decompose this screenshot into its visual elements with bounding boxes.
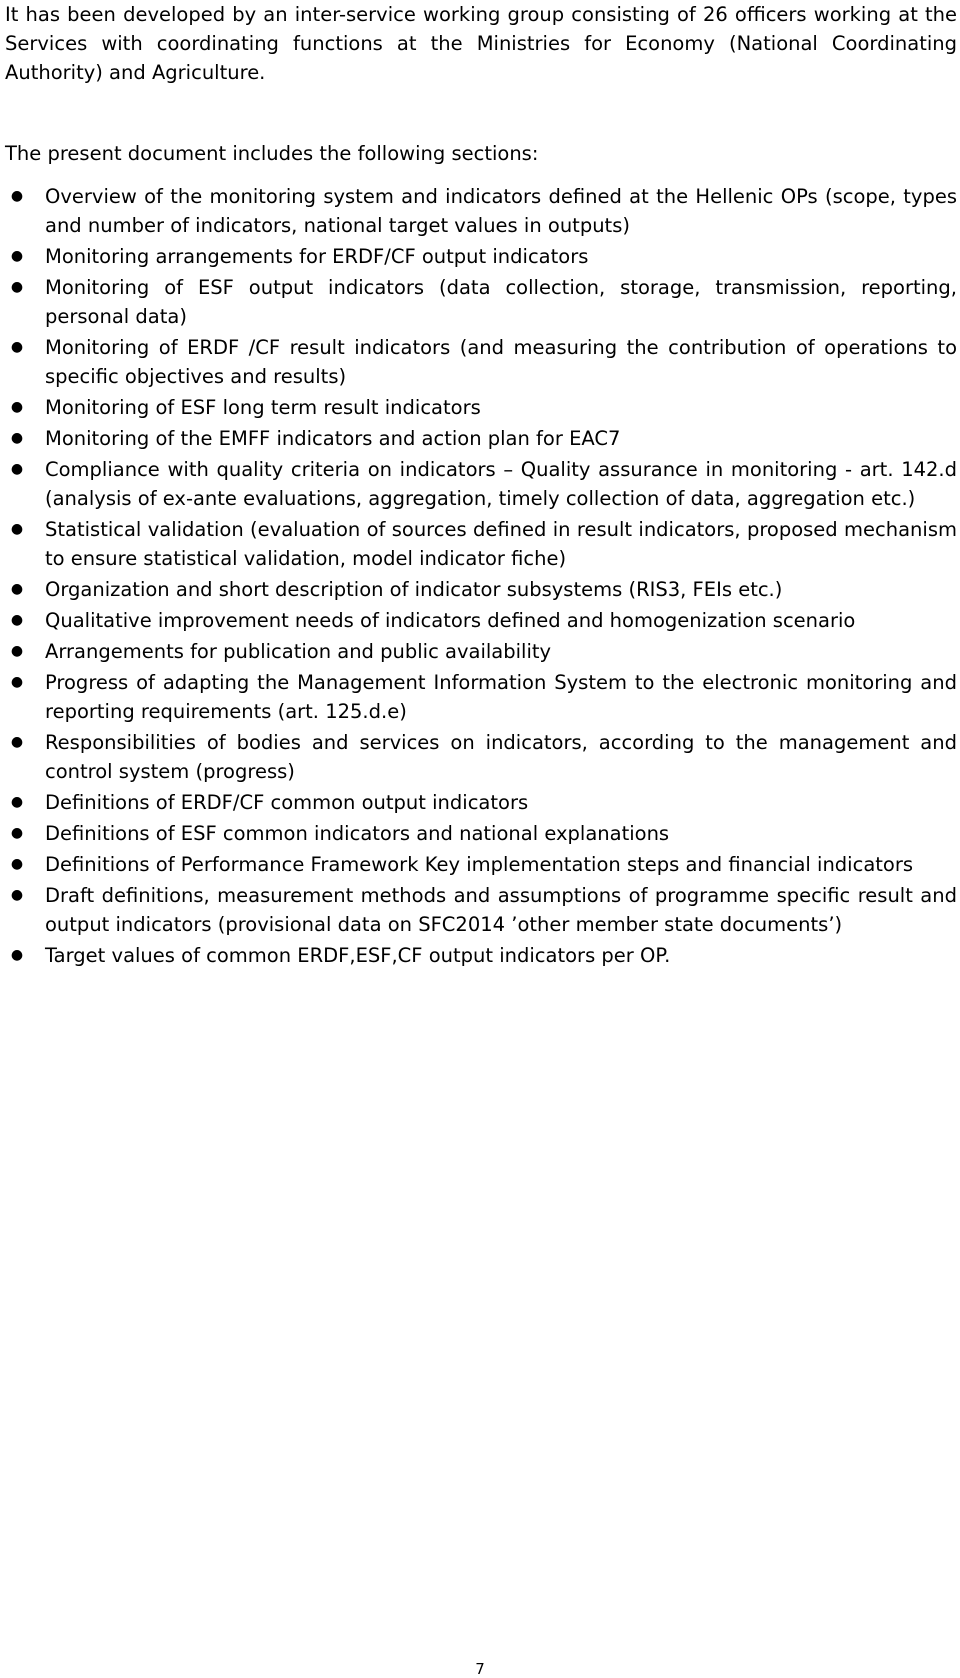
list-item xyxy=(5,182,957,240)
list-item-text: Qualitative improvement needs of indicators defined and homogenization scenario xyxy=(45,609,856,632)
list-item-text: Monitoring of ESF output indicators (data collection, storage, transmission, reporting, personal data) xyxy=(45,276,957,328)
list-item xyxy=(5,850,957,879)
list-item-text: Responsibilities of bodies and services on indicators, according to the management and control system (progress) xyxy=(45,731,957,783)
list-item xyxy=(5,788,957,817)
bullet-icon: ● xyxy=(10,734,24,750)
list-item-text: Arrangements for publication and public availability xyxy=(45,640,552,663)
list-item xyxy=(5,424,957,453)
bullet-icon: ● xyxy=(10,794,24,810)
bullet-icon: ● xyxy=(10,612,24,628)
bullet-icon: ● xyxy=(10,674,24,690)
list-item-text: Progress of adapting the Management Information System to the electronic monitoring and reporting requirements (art. 125.d.e) xyxy=(45,671,957,723)
page-number: 7 xyxy=(475,1660,485,1678)
bullet-icon: ● xyxy=(10,581,24,597)
bullet-icon: ● xyxy=(10,430,24,446)
sections-list xyxy=(5,182,957,970)
list-item xyxy=(5,455,957,513)
bullet-icon: ● xyxy=(10,399,24,415)
list-item-text: Draft definitions, measurement methods and assumptions of programme specific result and output indicators (provisional data on SFC2014 ’other member state documents’) xyxy=(45,884,957,936)
list-item-text: Statistical validation (evaluation of sources defined in result indicators, proposed mechanism to ensure statistical validation, model indicator fiche) xyxy=(45,518,957,570)
list-item-text: Monitoring of ESF long term result indicators xyxy=(45,396,481,419)
list-item-text: Definitions of Performance Framework Key implementation steps and financial indicators xyxy=(45,853,914,876)
list-item xyxy=(5,515,957,573)
list-item-text: Compliance with quality criteria on indicators – Quality assurance in monitoring - art. 142.d (analysis of ex-ante evaluations, aggregation, timely collection of data, aggregation etc.) xyxy=(45,458,957,510)
bullet-icon: ● xyxy=(10,825,24,841)
bullet-icon: ● xyxy=(10,887,24,903)
bullet-icon: ● xyxy=(10,521,24,537)
list-item xyxy=(5,668,957,726)
bullet-icon: ● xyxy=(10,643,24,659)
list-item xyxy=(5,728,957,786)
list-item-text: Overview of the monitoring system and indicators defined at the Hellenic OPs (scope, types and number of indicators, national target values in outputs) xyxy=(45,185,957,237)
sections-lead: The present document includes the following sections: xyxy=(5,142,539,165)
list-item-text: Definitions of ERDF/CF common output indicators xyxy=(45,791,529,814)
bullet-icon: ● xyxy=(10,279,24,295)
list-item xyxy=(5,333,957,391)
list-item-text: Organization and short description of indicator subsystems (RIS3, FEIs etc.) xyxy=(45,578,783,601)
list-item xyxy=(5,637,957,666)
document-page xyxy=(5,0,957,972)
bullet-icon: ● xyxy=(10,856,24,872)
list-item xyxy=(5,819,957,848)
bullet-icon: ● xyxy=(10,339,24,355)
list-item xyxy=(5,273,957,331)
bullet-icon: ● xyxy=(10,461,24,477)
list-item-text: Monitoring arrangements for ERDF/CF output indicators xyxy=(45,245,589,268)
list-item xyxy=(5,393,957,422)
list-item xyxy=(5,881,957,939)
bullet-icon: ● xyxy=(10,947,24,963)
bullet-icon: ● xyxy=(10,188,24,204)
list-item xyxy=(5,606,957,635)
list-item xyxy=(5,941,957,970)
list-item xyxy=(5,242,957,271)
intro-paragraph: It has been developed by an inter-service working group consisting of 26 officers working at the Services with coordinating functions at the Ministries for Economy (National Coordinating Authority) and Agriculture. xyxy=(5,3,957,84)
list-item-text: Monitoring of the EMFF indicators and action plan for EAC7 xyxy=(45,427,621,450)
list-item xyxy=(5,575,957,604)
list-item-text: Definitions of ESF common indicators and national explanations xyxy=(45,822,670,845)
bullet-icon: ● xyxy=(10,248,24,264)
list-item-text: Monitoring of ERDF /CF result indicators (and measuring the contribution of operations to specific objectives and results) xyxy=(45,336,957,388)
list-item-text: Target values of common ERDF,ESF,CF output indicators per OP. xyxy=(45,944,671,967)
